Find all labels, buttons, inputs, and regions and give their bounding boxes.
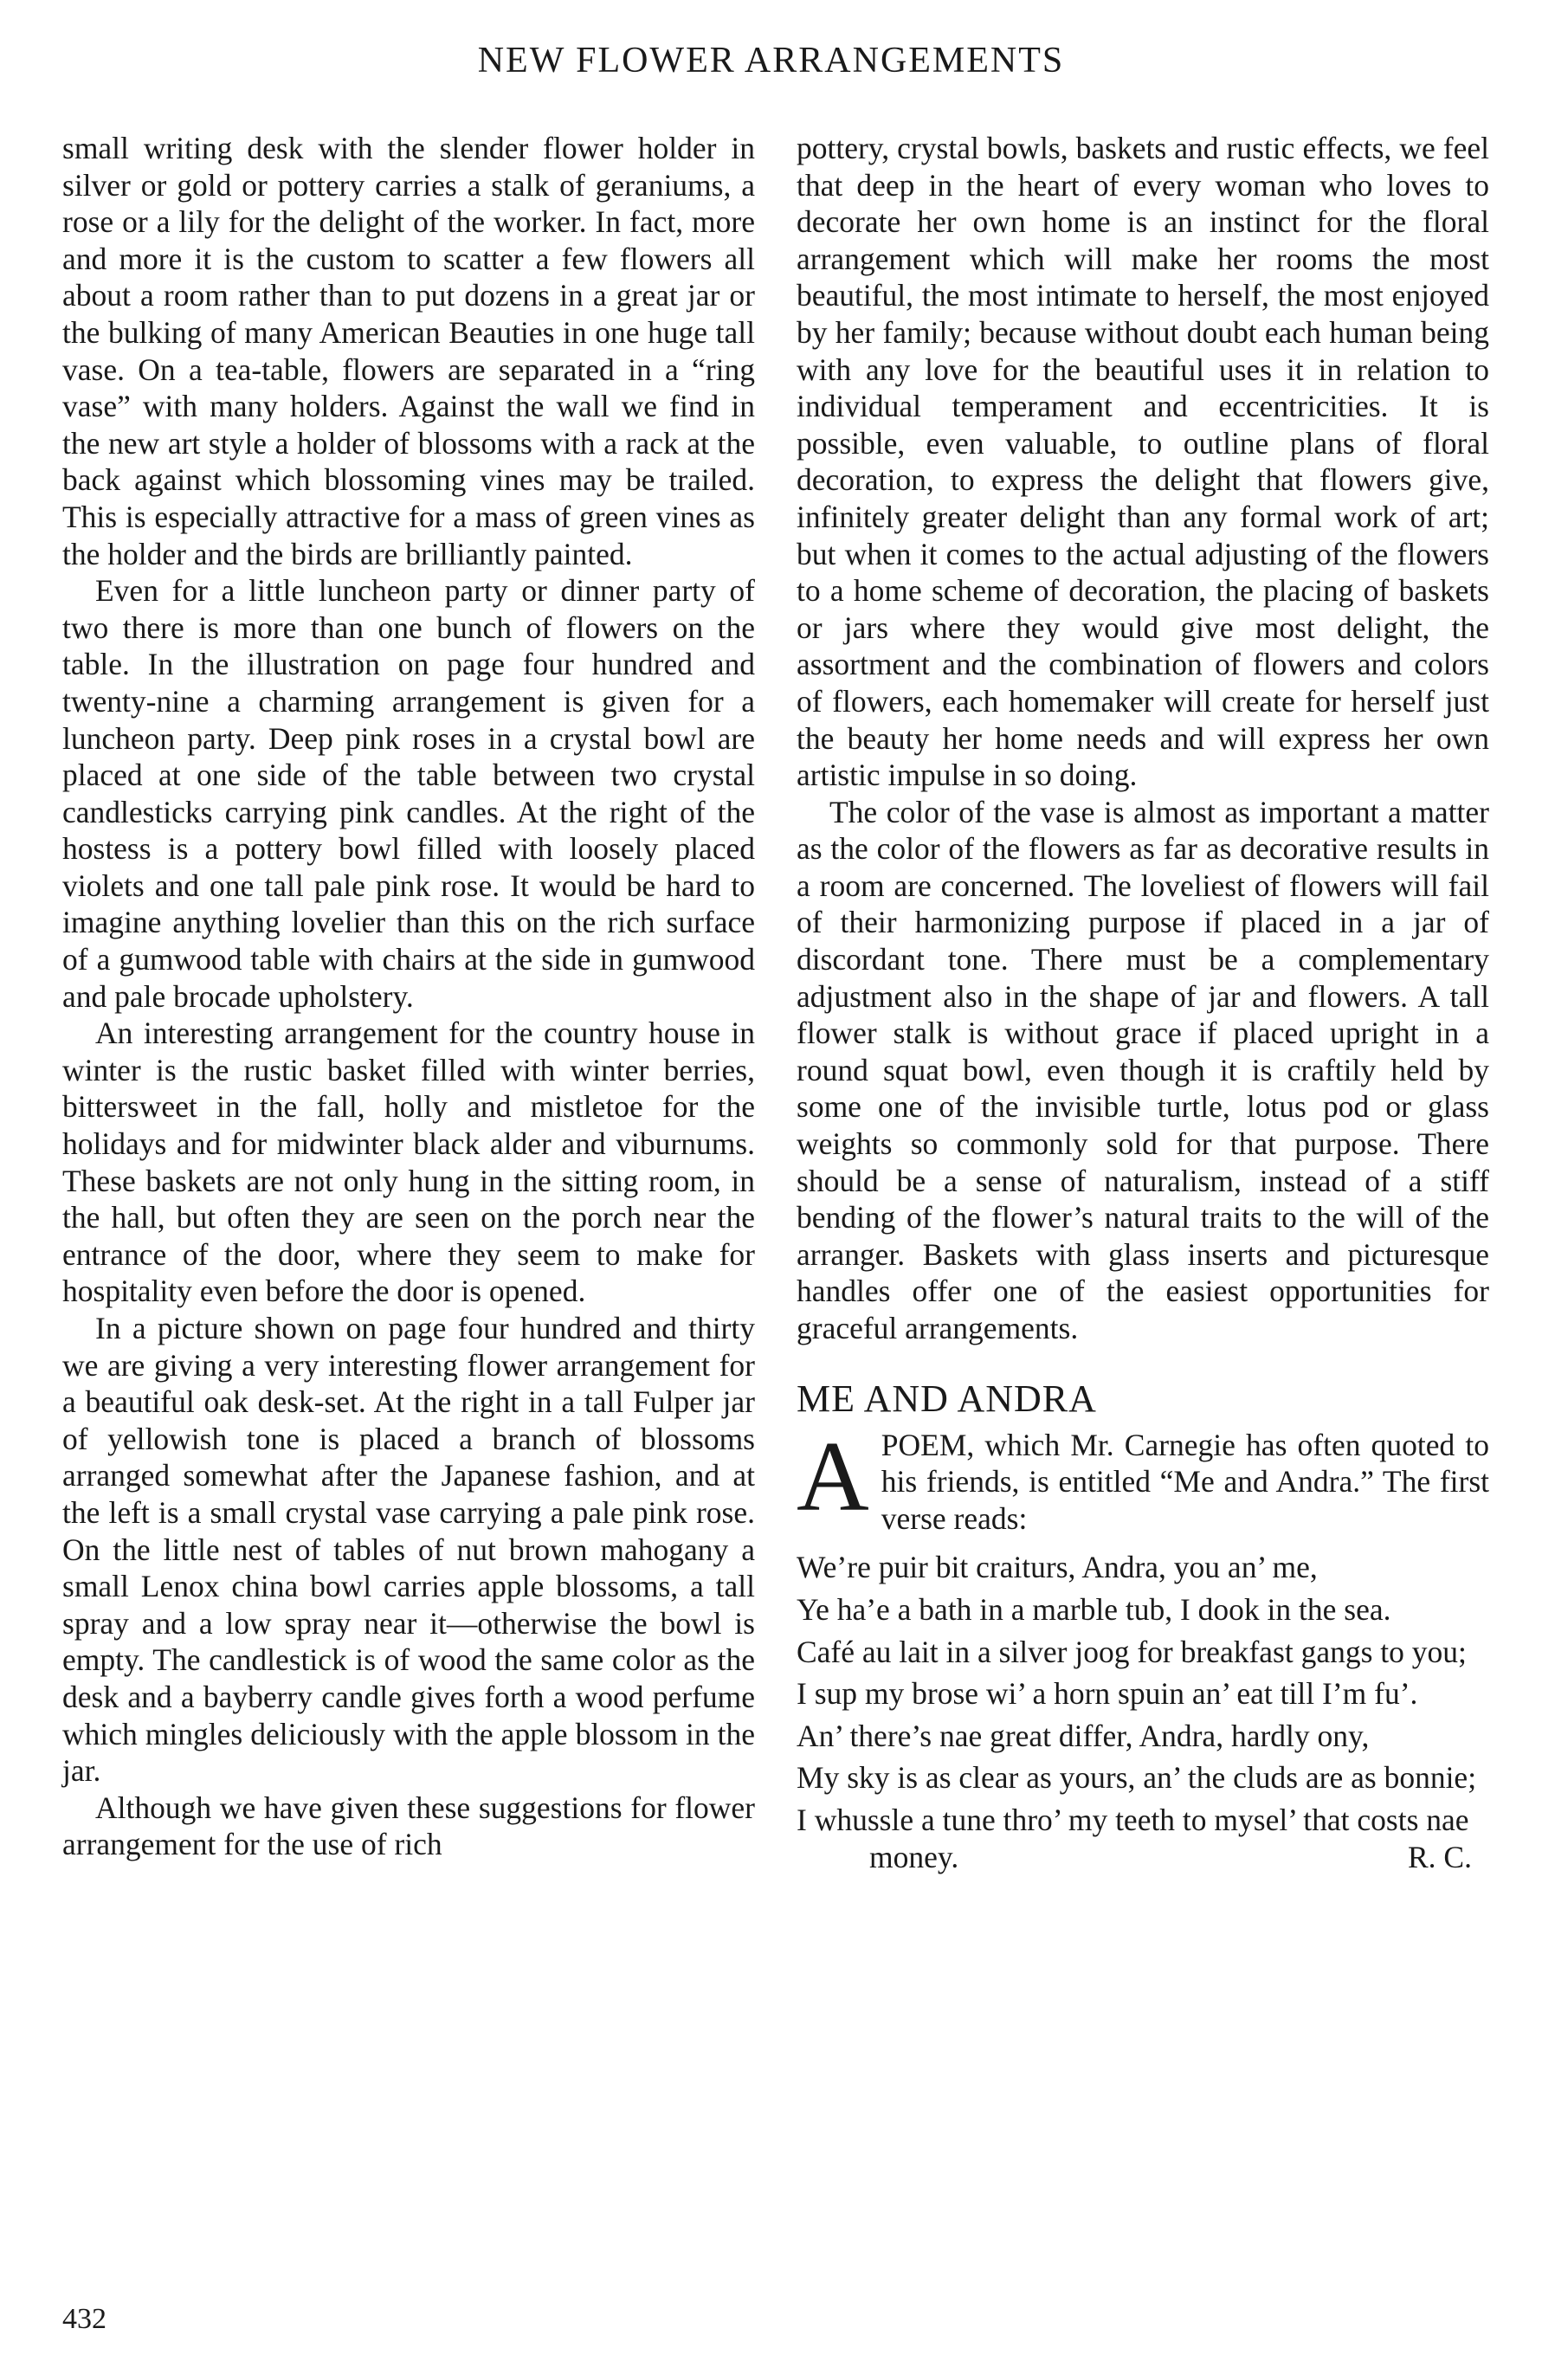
body-paragraph: Even for a little luncheon party or dinner party of two there is more than one bunch of flowers on the table. In the illustration on page four hundred and twenty-nine a charming arrangement is given for a luncheon party. Deep pink roses in a crystal bowl are placed at one side of the table between two crystal candlesticks carrying pink candles. At the right of the hostess is a pottery bowl filled with loosely placed violets and one tall pale pink rose. It would be hard to imagine anything lovelier than this on the rich surface of a gumwood table with chairs at the side in gumwood and pale brocade upholstery. [62,573,755,1014]
poem-verse [797,1549,1489,1875]
verse-line: We’re puir bit craiturs, Andra, you an’ me, [797,1550,1318,1585]
verse-line: Ye ha’e a bath in a marble tub, I dook in the sea. [797,1591,1391,1627]
section-title: ME AND ANDRA [797,1377,1097,1420]
poem-intro [797,1421,1489,1538]
verse-line: Café au lait in a silver joog for breakfast gangs to you; [797,1634,1467,1669]
body-paragraph: pottery, crystal bowls, baskets and rustic effects, we feel that deep in the heart of every woman who loves to decorate her own home is an instinct for the floral arrangement which will make her rooms the most beautiful, the most intimate to herself, the most enjoyed by her family; because without doubt each human being with any love for the beautiful uses it in relation to individual temperament and eccentricities. It is possible, even valuable, to outline plans of floral decoration, to express the delight that flowers give, infinitely greater delight than any formal work of art; but when it comes to the actual adjusting of the flowers to a home scheme of decoration, the placing of baskets or jars where they would give most delight, the assortment and the combination of flowers and colors of flowers, each homemaker will create for herself just the beauty her home needs and will express her own artistic impulse in so doing. [797,131,1489,793]
verse-line-last [797,1802,1489,1875]
body-paragraph: In a picture shown on page four hundred and thirty we are giving a very interesting flower arrangement for a beautiful oak desk-set. At the right in a tall Fulper jar of yellowish tone is placed a branch of blossoms arranged somewhat after the Japanese fashion, and at the left is a small crystal vase carrying a pale pink rose. On the little nest of tables of nut brown mahogany a small Lenox china bowl carries apple blossoms, a tall spray and a low spray near it—otherwise the bowl is empty. The candlestick is of wood the same color as the desk and a bayberry candle gives forth a wood perfume which mingles deliciously with the apple blossom in the jar. [62,1311,755,1789]
right-column [797,130,1489,1880]
body-paragraph: Although we have given these suggestions for flower arrangement for the use of rich [62,1790,755,1862]
body-paragraph: small writing desk with the slender flower holder in silver or gold or pottery carries a stalk of geraniums, a rose or a lily for the delight of the worker. In fact, more and more it is the custom to scatter a few flowers all about a room rather than to put dozens in a great jar or the bulking of many American Beauties in one huge tall vase. On a tea-table, flowers are separated in a “ring vase” with many holders. Against the wall we find in the new art style a holder of blossoms with a rack at the back against which blossoming vines may be trailed. This is especially attractive for a mass of green vines as the holder and the birds are brilliantly painted. [62,131,755,571]
body-paragraph: The color of the vase is almost as important a matter as the color of the flowers as far as decorative results in a room are concerned. The loveliest of flowers will fail of their harmonizing purpose if placed in a jar of discordant tone. There must be a complementary adjustment also in the shape of jar and flowers. A tall flower stalk is without grace if placed upright in a round squat bowl, even though it is craftily held by some one of the invisible turtle, lotus pod or glass weights so commonly sold for that purpose. There should be a sense of naturalism, instead of a stiff bending of the flower’s natural traits to the will of the arranger. Baskets with glass inserts and picturesque handles offer one of the easiest opportunities for graceful arrangements. [797,794,1489,1345]
page-number: 432 [62,2303,106,2335]
verse-line: I sup my brose wi’ a horn spuin an’ eat till I’m fu’. [797,1676,1418,1712]
verse-line: My sky is as clear as yours, an’ the cluds are as bonnie; [797,1760,1477,1796]
running-title: NEW FLOWER ARRANGEMENTS [477,41,1065,81]
poem-intro-text: POEM, which Mr. Carnegie has often quoted to his friends, is entitled “Me and Andra.” The first verse reads: [881,1427,1489,1536]
body-paragraph: An interesting arrangement for the country house in winter is the rustic basket filled with winter berries, bittersweet in the fall, holly and mistletoe for the holidays and for midwinter black alder and viburnums. These baskets are not only hung in the sitting room, in the hall, but often they are seen on the porch near the entrance of the door, where they seem to make for hospitality even before the door is opened. [62,1016,755,1309]
verse-line: An’ there’s nae great differ, Andra, hardly ony, [797,1718,1370,1753]
left-column [62,130,755,1863]
verse-line-text: I whussle a tune thro’ my teeth to mysel’ that costs nae money. [797,1802,1469,1874]
signature: R. C. [1408,1839,1472,1874]
drop-cap: A [797,1421,869,1532]
